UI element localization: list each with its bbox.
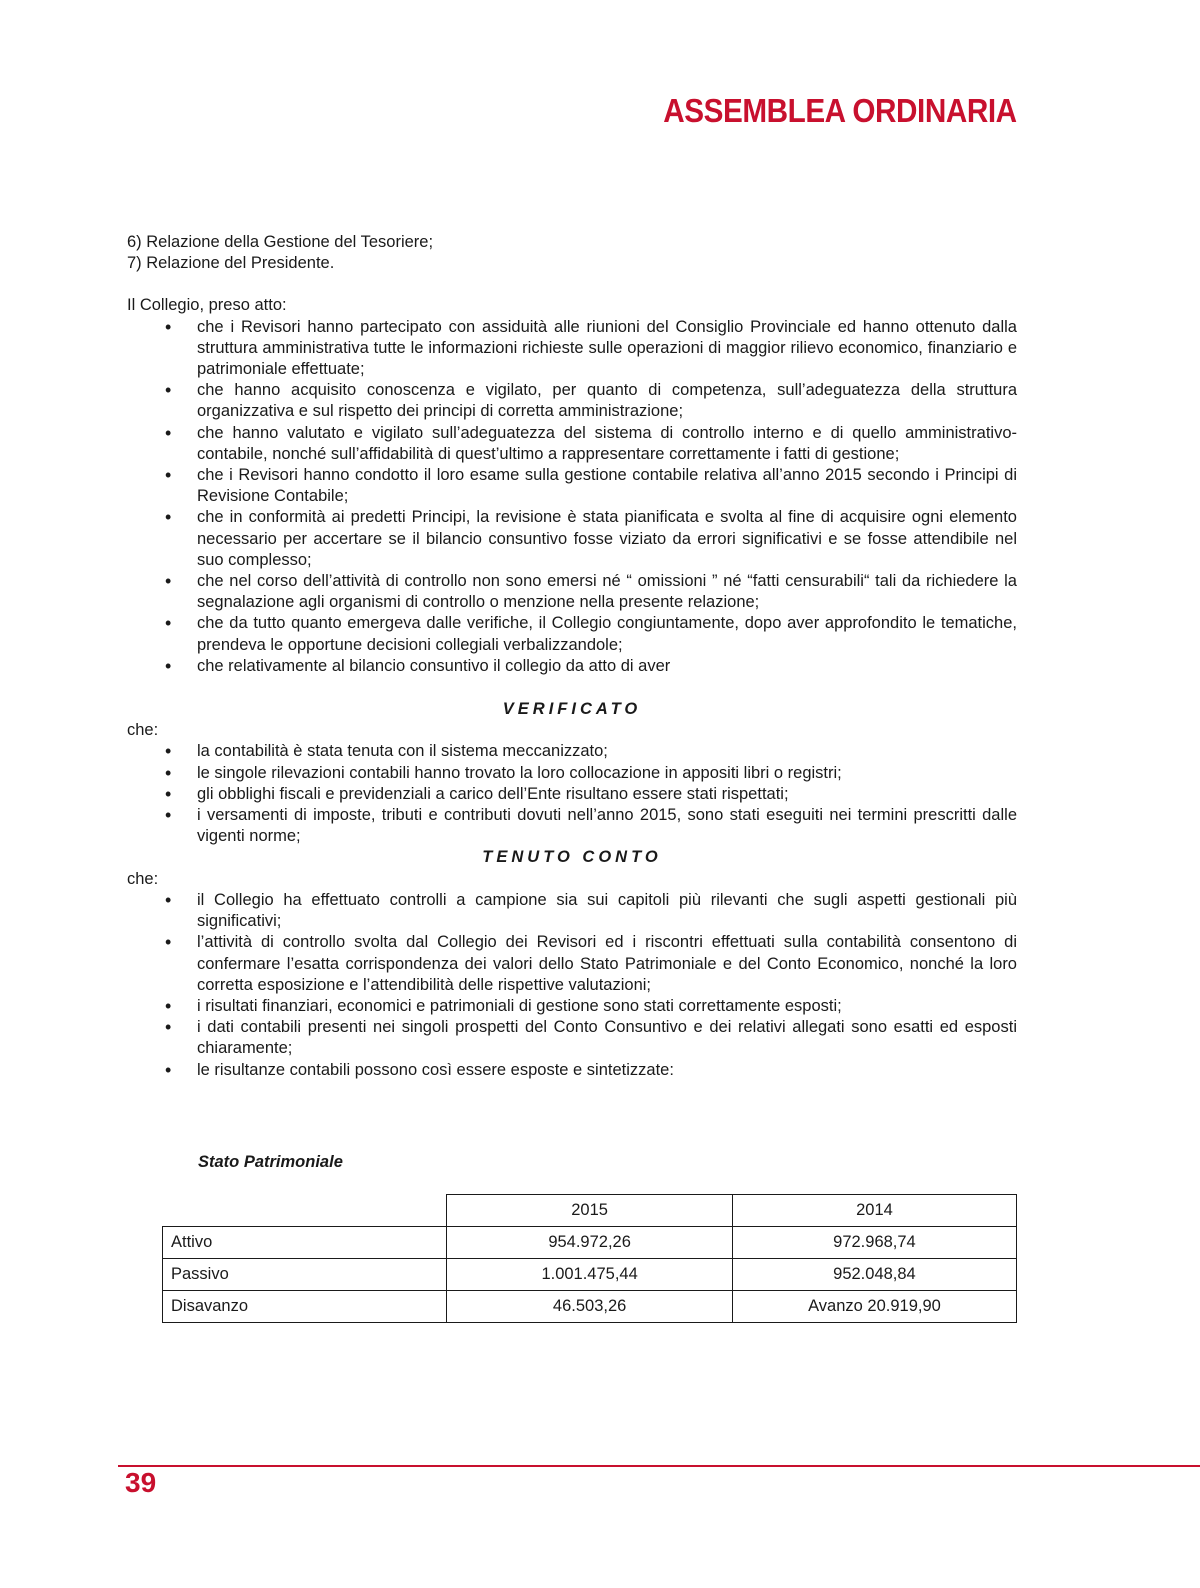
table-header-row [163,1195,1017,1227]
column-header-2014: 2014 [732,1195,1016,1227]
value-2014: 972.968,74 [732,1227,1016,1259]
collegio-lead: Il Collegio, preso atto: [127,296,287,315]
footer-divider [118,1465,1200,1467]
column-header-2015: 2015 [447,1195,733,1227]
verificato-heading: VERIFICATO [502,700,642,719]
table-row [163,1227,1017,1259]
page-number: 39 [125,1467,157,1498]
list-item: • gli obblighi fiscali e previdenziali a carico dell’Ente risultano essere stati rispettati; [127,784,1017,805]
list-item: • le risultanze contabili possono così essere esposte e sintetizzate: [127,1060,1017,1081]
intro-item: 6) Relazione della Gestione del Tesoriere; [127,233,434,251]
intro-item: 7) Relazione del Presidente. [127,254,335,273]
row-label: Passivo [163,1259,447,1291]
table-row [163,1259,1017,1291]
stato-patrimoniale-table [162,1194,1017,1323]
table-corner-cell [163,1195,447,1227]
value-2015: 1.001.475,44 [447,1259,733,1291]
list-item: • i risultati finanziari, economici e patrimoniali di gestione sono stati correttamente esposti; [127,996,1017,1017]
value-2015: 954.972,26 [447,1227,733,1259]
tenuto-conto-heading: TENUTO CONTO [482,848,662,867]
list-item: • il Collegio ha effettuato controlli a campione sia sui capitoli più rilevanti che sugli aspetti gestionali più significativi; [127,890,1017,932]
tenuto-conto-lead: che: [127,869,159,888]
tenuto-conto-list [127,890,1017,1081]
list-item: • la contabilità è stata tenuta con il sistema meccanizzato; [127,741,1017,762]
list-item: • che nel corso dell’attività di controllo non sono emersi né “ omissioni ” né “fatti censurabili“ tali da richiedere la segnalazione agli organismi di controllo o menzione nella presente relazione; [127,571,1017,613]
list-item: • che i Revisori hanno partecipato con assiduità alle riunioni del Consiglio Provinciale ed hanno ottenuto dalla struttura amministrativa tutte le informazioni richieste sulle operazioni di maggior rilievo economico, finanziario e patrimoniale effettuate; [127,317,1017,381]
row-label: Disavanzo [163,1291,447,1323]
table-row [163,1291,1017,1323]
list-item: • l’attività di controllo svolta dal Collegio dei Revisori ed i riscontri effettuati sulla contabilità consentono di confermare l’esatta corrispondenza dei valori dello Stato Patrimoniale e del Conto Economico, nonché la loro corretta esposizione e l’attendibilità delle rispettive valutazioni; [127,932,1017,996]
list-item: • che hanno valutato e vigilato sull’adeguatezza del sistema di controllo interno e di quello amministrativo-contabile, nonché sull’affidabilità di quest’ultimo a rappresentare correttamente i fatti di gestione; [127,423,1017,465]
verificato-lead: che: [127,721,159,740]
list-item: • i versamenti di imposte, tributi e contributi dovuti nell’anno 2015, sono stati eseguiti nei termini prescritti dalle vigenti norme; [127,805,1017,847]
list-item: • che hanno acquisito conoscenza e vigilato, per quanto di competenza, sull’adeguatezza della struttura organizzativa e sul rispetto dei principi di corretta amministrazione; [127,380,1017,422]
page-header-title: ASSEMBLEA ORDINARIA [663,92,1017,129]
list-item: • che relativamente al bilancio consuntivo il collegio da atto di aver [127,656,1017,677]
list-item: • le singole rilevazioni contabili hanno trovato la loro collocazione in appositi libri o registri; [127,763,1017,784]
list-item: • che in conformità ai predetti Principi, la revisione è stata pianificata e svolta al fine di acquisire ogni elemento necessario per accertare se il bilancio consuntivo fosse viziato da errori significativi e se fosse attendibile nel suo complesso; [127,507,1017,571]
value-2014: 952.048,84 [732,1259,1016,1291]
list-item: • i dati contabili presenti nei singoli prospetti del Conto Consuntivo e dei relativi allegati sono esatti ed esposti chiaramente; [127,1017,1017,1059]
value-2015: 46.503,26 [447,1291,733,1323]
list-item: • che i Revisori hanno condotto il loro esame sulla gestione contabile relativa all’anno 2015 secondo i Principi di Revisione Contabile; [127,465,1017,507]
verificato-list [127,741,1017,847]
collegio-list [127,317,1017,677]
list-item: • che da tutto quanto emergeva dalle verifiche, il Collegio congiuntamente, dopo aver approfondito le tematiche, prendeva le opportune decisioni collegiali verbalizzandole; [127,613,1017,655]
report-body [127,232,1017,1081]
stato-patrimoniale-title: Stato Patrimoniale [198,1153,343,1171]
row-label: Attivo [163,1227,447,1259]
value-2014: Avanzo 20.919,90 [732,1291,1016,1323]
